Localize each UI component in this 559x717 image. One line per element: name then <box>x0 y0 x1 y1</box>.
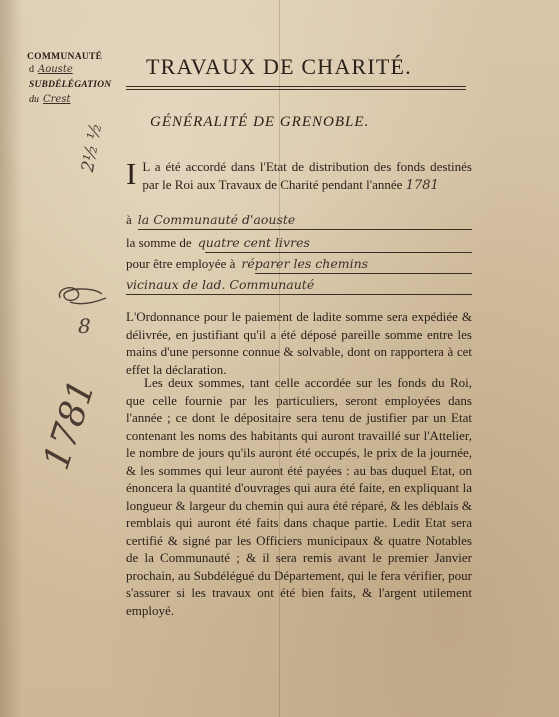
purpose-line-2 <box>126 277 314 293</box>
a-prefix: à <box>126 212 132 227</box>
title-rule <box>126 86 466 87</box>
subdelegation-line <box>29 94 71 105</box>
paraph-flourish <box>52 280 112 310</box>
ordonnance-paragraph: L'Ordonnance pour le paiement de ladite somme sera expédiée & délivrée, en justifiant qu'il a été déposé pareille somme entre les mains d'une personne connue & solvable, dont on rapportera à cet effet la déclaration. <box>126 309 472 377</box>
margin-note-top: 2½ ½ <box>78 121 107 174</box>
du-prefix: du <box>29 94 39 105</box>
page-title: TRAVAUX DE CHARITÉ. <box>146 54 412 79</box>
d-prefix: d <box>29 64 34 75</box>
edge-stain <box>0 0 22 717</box>
fill-underline <box>126 294 472 295</box>
page-subtitle: GÉNÉRALITÉ DE GRENOBLE. <box>150 114 370 130</box>
somme-prefix: la somme de <box>126 235 192 250</box>
beneficiary-line <box>126 212 295 228</box>
purpose-value-2: vicinaux de lad. Communauté <box>126 277 315 292</box>
intro-text: L a été accordé dans l'Etat de distribution des fonds destinés par le Roi aux Travaux de Charité pendant l'année <box>142 159 472 192</box>
conditions-paragraph: Les deux sommes, tant celle accordée sur les fonds du Roi, que celle fournie par les particuliers, seront employées dans l'année ; ce dont le dépositaire sera tenu de justifier par un Etat contenant les noms des habitants qui auront travaillé sur l'Attelier, le nombre de jours qu'ils auront été occupés, le prix de la journée, & les sommes qui leur auront été payées : au bas duquel Etat, on énoncera la quantité d'ouvrages qui aura été faite, en expliquant la longueur & largeur du chemin qui aura été réparé, & les déblais & remblais qui auront été faits dans chaque partie. Ledit Etat sera certifié & signé par les Officiers municipaux & quatre Notables de la Communauté ; & il sera remis avant le premier Janvier prochain, au Subdélégué du Département, qui le fera vérifier, pour s'assurer si les travaux ont été bien faits, & l'argent utilement employé. <box>126 375 472 618</box>
purpose-line <box>126 256 368 272</box>
subdelegation-name: Crest <box>43 94 71 105</box>
subdelegation-label: SUBDÉLÉGATION <box>29 80 112 90</box>
amount-value: quatre cent livres <box>197 235 310 250</box>
margin-note-bottom: 1781 <box>36 374 104 475</box>
dropcap: I <box>126 156 137 191</box>
title-rule-thin <box>126 89 466 90</box>
purpose-value-1: réparer les chemins <box>241 256 369 271</box>
margin-note-middle: 8 <box>78 314 91 338</box>
communaute-name: Aouste <box>38 64 73 75</box>
fill-underline <box>138 229 472 230</box>
emploi-prefix: pour être employée à <box>126 256 236 271</box>
communaute-line <box>29 64 73 75</box>
amount-line <box>126 235 310 251</box>
intro-paragraph <box>126 158 472 194</box>
communaute-label: COMMUNAUTÉ <box>27 52 103 62</box>
fill-underline <box>205 252 472 253</box>
year-value: 1781 <box>405 177 439 193</box>
fill-underline <box>255 273 472 274</box>
beneficiary-value: la Communauté d'aouste <box>137 212 296 227</box>
